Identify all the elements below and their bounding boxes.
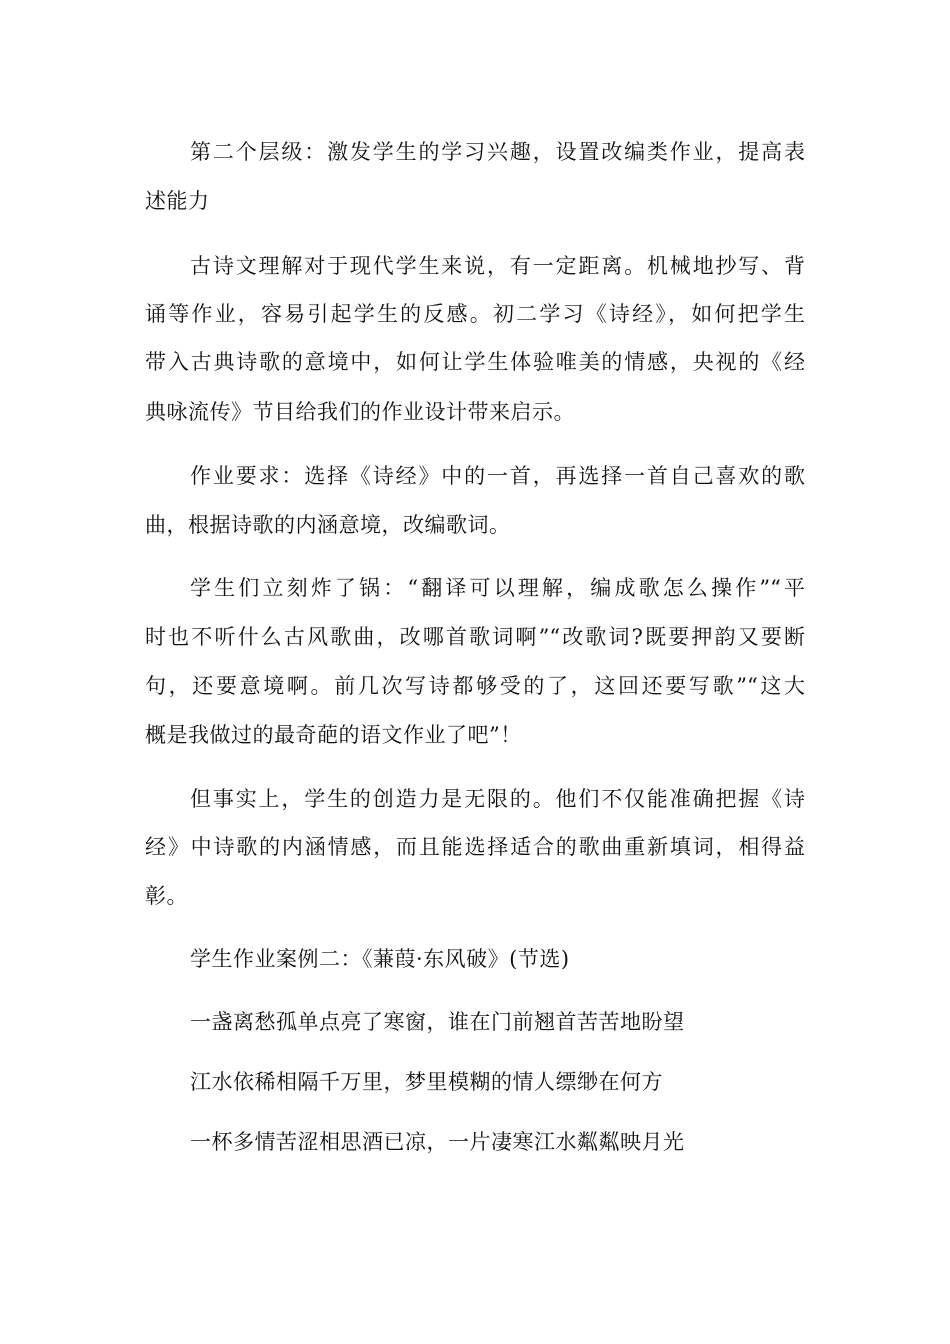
paragraph-3-line-1: 作业要求：选择《诗经》中的一首，再选择一首自己喜欢的歌 [190, 464, 805, 488]
paragraph-1-line-1: 第二个层级：激发学生的学习兴趣，设置改编类作业，提高表 [190, 140, 805, 164]
example-title: 学生作业案例二：《蒹葭·东风破》(节选) [190, 947, 570, 971]
paragraph-5-line-3: 彰。 [145, 884, 188, 908]
paragraph-4-line-4: 概是我做过的最奇葩的语文作业了吧”！ [145, 723, 522, 747]
paragraph-4-line-1: 学生们立刻炸了锅：“翻译可以理解，编成歌怎么操作”“平 [190, 576, 805, 600]
paragraph-5-line-1: 但事实上，学生的创造力是无限的。他们不仅能准确把握《诗 [190, 787, 805, 811]
paragraph-2-line-4: 典咏流传》节目给我们的作业设计带来启示。 [145, 400, 575, 424]
paragraph-4-line-2: 时也不听什么古风歌曲，改哪首歌词啊”“改歌词?既要押韵又要断 [145, 625, 805, 649]
paragraph-2-line-2: 诵等作业，容易引起学生的反感。初二学习《诗经》，如何把学生 [145, 302, 805, 326]
paragraph-2-line-1: 古诗文理解对于现代学生来说，有一定距离。机械地抄写、背 [190, 254, 805, 278]
paragraph-1-line-2: 述能力 [145, 189, 210, 213]
lyric-line-2: 江水依稀相隔千万里，梦里模糊的情人缥缈在何方 [190, 1070, 663, 1094]
lyric-line-1: 一盏离愁孤单点亮了寒窗，谁在门前翘首苦苦地盼望 [190, 1010, 685, 1034]
paragraph-5-line-2: 经》中诗歌的内涵情感，而且能选择适合的歌曲重新填词，相得益 [145, 835, 805, 859]
lyric-line-3: 一杯多情苦涩相思酒已凉，一片凄寒江水粼粼映月光 [190, 1130, 685, 1154]
paragraph-3-line-2: 曲，根据诗歌的内涵意境，改编歌词。 [145, 513, 511, 537]
paragraph-4-line-3: 句，还要意境啊。前几次写诗都够受的了，这回还要写歌”“这大 [145, 674, 805, 698]
paragraph-2-line-3: 带入古典诗歌的意境中，如何让学生体验唯美的情感，央视的《经 [145, 350, 805, 374]
